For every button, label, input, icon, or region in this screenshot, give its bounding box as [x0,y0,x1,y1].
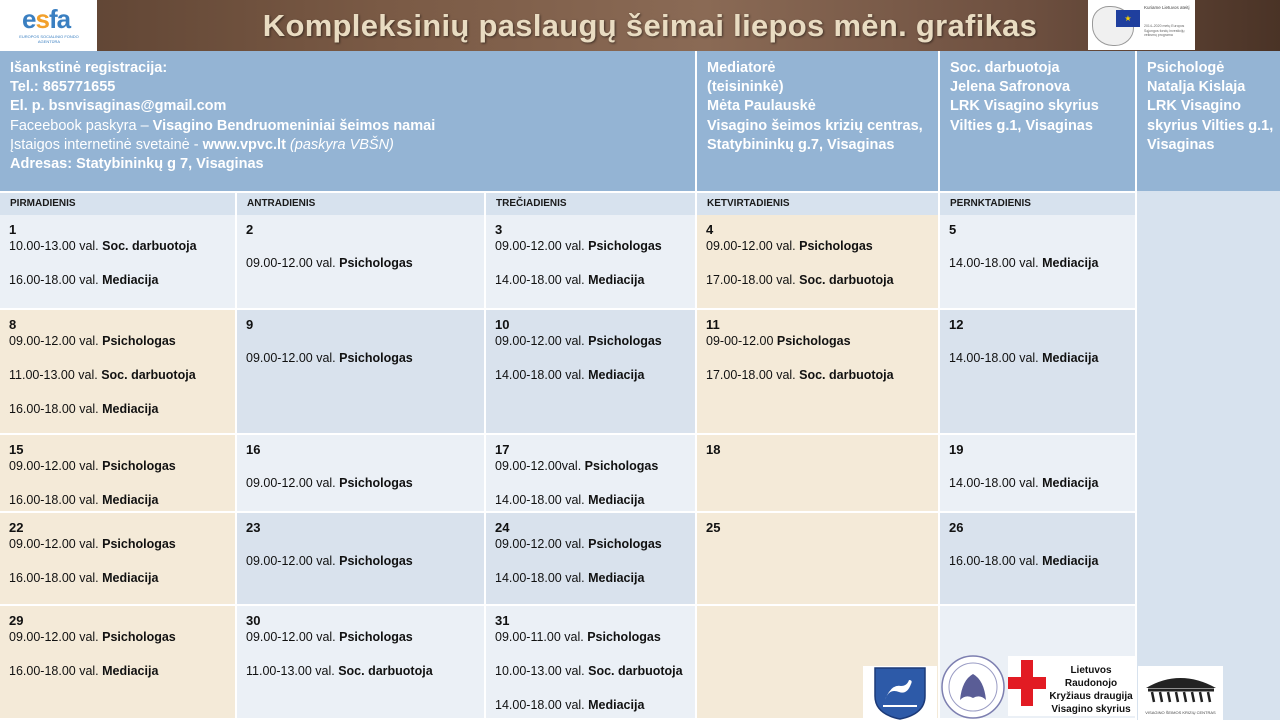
slot-service: Mediacija [1042,554,1099,568]
day-cell [697,215,940,310]
slot-service: Soc. darbuotoja [102,239,197,253]
slot-service: Mediacija [1042,351,1099,365]
slot-time: 14.00-18.00 val. [495,698,589,712]
day-number: 5 [949,222,957,237]
slot-time: 14.00-18.00 val. [495,571,589,585]
slot-service: Psichologas [587,630,661,644]
esfa-logo: esfa EUROPOS SOCIALINIO FONDO AGENTŪRA [0,0,97,51]
day-number: 26 [949,520,964,535]
spacer [246,536,480,553]
slot-service: Mediacija [588,273,645,287]
appointment-slot [246,350,480,367]
header-friday: PERNKTADIENIS [940,191,1137,215]
red-cross-logo [1008,656,1136,716]
day-number: 31 [495,613,510,628]
day-number: 1 [9,222,17,237]
slot-time: 09.00-11.00 val. [495,630,588,644]
appointment-slot [9,333,231,350]
day-number: 9 [246,317,254,332]
day-number: 11 [706,317,720,332]
day-number: 23 [246,520,261,535]
slot-service: Psichologas [588,239,662,253]
spacer [246,458,480,475]
slot-service: Psichologas [588,537,662,551]
slot-time: 09.00-12.00 val. [246,351,340,365]
day-cell [237,606,486,720]
day-number: 19 [949,442,964,457]
mediator-info: Mediatorė (teisininkė) Mėta Paulauskė Visagino šeimos krizių centras, Statybininkų g.7, Visaginas [697,51,940,191]
appointment-slot [706,367,934,384]
spacer [9,255,231,272]
page-title: Kompleksinių paslaugų šeimai liepos mėn. grafikas [262,7,1038,43]
day-number: 22 [9,520,24,535]
header-monday: PIRMADIENIS [0,191,237,215]
day-number: 4 [706,222,714,237]
psychologist-info: Psichologė Natalja Kislaja LRK Visagino skyrius Vilties g.1, Visaginas [1137,51,1280,191]
spacer [495,255,691,272]
day-number: 15 [9,442,24,457]
day-cell [486,435,697,513]
spacer [706,350,934,367]
appointment-slot [706,238,934,255]
appointment-slot [9,367,231,384]
slot-service: Mediacija [102,402,159,416]
header-thursday: KETVIRTADIENIS [697,191,940,215]
slot-time: 10.00-13.00 val. [9,239,103,253]
day-number: 30 [246,613,261,628]
day-cell [0,215,237,310]
day-number: 17 [495,442,510,457]
slot-time: 09.00-12.00 val. [495,239,589,253]
red-cross-text: Lietuvos Raudonojo Kryžiaus draugija Visagino skyrius [1049,665,1133,715]
appointment-slot [706,272,934,289]
slot-time: 16.00-18.00 val. [9,571,103,585]
slot-time: 09.00-12.00 val. [9,334,103,348]
appointment-slot [495,238,691,255]
email: El. p. bsnvisaginas@gmail.com [10,98,227,115]
spacer [495,350,691,367]
appointment-slot [9,458,231,475]
eu-caption: Kuriame Lietuvos ateitį [1144,5,1190,10]
spacer [706,255,934,272]
slot-service: Soc. darbuotoja [799,273,894,287]
slot-service: Mediacija [1042,256,1099,270]
slot-time: 16.00-18.00 val. [9,402,103,416]
appointment-slot [246,255,480,272]
day-cell [940,513,1137,606]
spacer [9,384,231,401]
spacer [495,475,691,492]
day-cell [486,606,697,720]
slot-time: 17.00-18.00 val. [706,368,800,382]
slot-time: 16.00-18.00 val. [9,664,103,678]
day-cell [0,606,237,720]
spacer [9,475,231,492]
day-number: 29 [9,613,24,628]
swan-shield-icon [863,666,937,720]
header-wednesday: TREČIADIENIS [486,191,697,215]
registration-info [0,51,697,191]
slot-service: Psichologas [339,554,413,568]
slot-time: 16.00-18.00 val. [949,554,1043,568]
spacer [495,680,691,697]
slot-time: 14.00-18.00 val. [949,256,1043,270]
website-link[interactable]: www.vpvc.lt [202,136,286,153]
day-number: 16 [246,442,261,457]
slot-service: Psichologas [799,239,873,253]
appointment-slot [246,475,480,492]
slot-time: 09.00-12.00 val. [246,256,340,270]
slot-time: 09-00-12.00 [706,334,777,348]
day-number: 24 [495,520,510,535]
address: Adresas: Statybininkų g 7, Visaginas [10,156,264,173]
day-cell [697,513,940,606]
appointment-slot [495,272,691,289]
slot-service: Mediacija [102,571,159,585]
day-number: 8 [9,317,17,332]
appointment-slot [495,629,691,646]
slot-service: Mediacija [588,571,645,585]
day-cell [237,435,486,513]
spacer [246,646,480,663]
slot-time: 09.00-12.00 val. [495,537,589,551]
spacer [949,238,1131,255]
appointment-slot [9,663,231,680]
day-cell [0,435,237,513]
slot-time: 14.00-18.00 val. [495,493,589,507]
red-cross-icon [1008,656,1048,716]
right-empty-column [1137,191,1280,720]
appointment-slot [495,697,691,714]
day-cell [0,310,237,435]
slot-service: Soc. darbuotoja [101,368,196,382]
slot-service: Psichologas [339,256,413,270]
appointment-slot [9,570,231,587]
appointment-slot [9,536,231,553]
spacer [949,333,1131,350]
slot-service: Psichologas [102,334,176,348]
eu-flag-icon: ★ [1116,10,1140,27]
day-number: 2 [246,222,254,237]
slot-service: Mediacija [102,273,159,287]
slot-time: 09.00-12.00 val. [246,554,340,568]
appointment-slot [949,475,1131,492]
slot-time: 09.00-12.00 val. [9,630,103,644]
slot-time: 11.00-13.00 val. [246,664,339,678]
eu-funds-logo [1088,0,1195,50]
appointment-slot [9,401,231,418]
slot-service: Psichologas [339,351,413,365]
appointment-slot [495,570,691,587]
appointment-slot [495,458,691,475]
slot-service: Psichologas [339,630,413,644]
appointment-slot [9,492,231,509]
appointment-slot [949,553,1131,570]
appointment-slot [706,333,934,350]
day-cell [940,215,1137,310]
slot-time: 14.00-18.00 val. [949,351,1043,365]
vskc-logo [1138,666,1223,720]
slot-time: 14.00-18.00 val. [495,273,589,287]
slot-service: Psichologas [584,459,659,473]
slot-service: Soc. darbuotoja [338,664,433,678]
vskc-text: VISAGINO ŠEIMOS KRIZIŲ CENTRAS [1145,710,1216,715]
day-cell [486,310,697,435]
appointment-slot [949,350,1131,367]
day-number: 10 [495,317,510,332]
slot-service: Mediacija [102,493,159,507]
day-cell [697,435,940,513]
slot-time: 17.00-18.00 val. [706,273,800,287]
slot-time: 09.00-12.00 val. [706,239,800,253]
day-cell [0,513,237,606]
slot-service: Soc. darbuotoja [799,368,894,382]
appointment-slot [246,629,480,646]
people-umbrella-icon [1138,666,1223,710]
slot-time: 09.00-12.00 val. [246,630,340,644]
slot-time: 09.00-12.00 val. [246,476,340,490]
website-line: Įstaigos internetinė svetainė - www.vpvc.lt (paskyra VBŠN) [10,136,394,153]
slot-service: Mediacija [1042,476,1099,490]
slot-service: Mediacija [588,493,645,507]
slot-service: Mediacija [588,698,645,712]
day-cell [237,310,486,435]
spacer [246,333,480,350]
day-cell [486,513,697,606]
appointment-slot [246,553,480,570]
appointment-slot [9,629,231,646]
visaginas-coat-of-arms-logo [863,666,937,720]
facebook-name: Visagino Bendruomeniniai šeimos namai [152,117,436,134]
social-worker-info: Soc. darbuotoja Jelena Safronova LRK Visagino skyrius Vilties g.1, Visaginas [940,51,1137,191]
slot-time: 14.00-18.00 val. [495,368,589,382]
eu-subcaption: 2014–2020 metų Europos Sąjungos fondų investicijų veiksmų programa [1144,24,1185,37]
spacer [9,553,231,570]
slot-service: Psichologas [102,459,176,473]
day-cell [486,215,697,310]
day-number: 12 [949,317,964,332]
day-cell [237,513,486,606]
day-number: 3 [495,222,503,237]
slot-service: Psichologas [102,537,176,551]
spacer [495,553,691,570]
day-number: 18 [706,442,721,457]
slot-service: Psichologas [588,334,662,348]
spacer [495,646,691,663]
slot-service: Mediacija [588,368,645,382]
spacer [246,238,480,255]
phone: Tel.: 865771655 [10,79,116,96]
slot-time: 10.00-13.00 val. [495,664,589,678]
day-number: 25 [706,520,721,535]
slot-time: 09.00-12.00 val. [9,537,103,551]
day-cell [940,435,1137,513]
day-cell [940,310,1137,435]
day-cell [697,310,940,435]
slot-time: 09.00-12.00 val. [9,459,103,473]
facebook-line: Faceebook paskyra – Visagino Bendruomeniniai šeimos namai [10,117,436,134]
slot-service: Psichologas [776,334,851,348]
pelican-seal-logo [940,654,1006,720]
slot-time: 16.00-18.00 val. [9,273,103,287]
appointment-slot [246,663,480,680]
appointment-slot [9,272,231,289]
appointment-slot [495,333,691,350]
appointment-slot [495,663,691,680]
appointment-slot [495,492,691,509]
spacer [949,536,1131,553]
appointment-slot [9,238,231,255]
esfa-subtitle: EUROPOS SOCIALINIO FONDO AGENTŪRA [19,34,79,44]
spacer [9,350,231,367]
slot-time: 09.00-12.00val. [495,459,585,473]
appointment-slot [495,367,691,384]
spacer [949,458,1131,475]
slot-service: Psichologas [102,630,176,644]
slot-time: 11.00-13.00 val. [9,368,102,382]
slot-service: Mediacija [102,664,159,678]
registration-label: Išankstinė registracija: [10,60,168,76]
slot-service: Soc. darbuotoja [588,664,683,678]
pelican-icon [940,654,1006,720]
slot-time: 09.00-12.00 val. [495,334,589,348]
appointment-slot [495,536,691,553]
day-cell [237,215,486,310]
slot-time: 16.00-18.00 val. [9,493,103,507]
spacer [9,646,231,663]
slot-service: Psichologas [339,476,413,490]
header-tuesday: ANTRADIENIS [237,191,486,215]
appointment-slot [949,255,1131,272]
slot-time: 14.00-18.00 val. [949,476,1043,490]
